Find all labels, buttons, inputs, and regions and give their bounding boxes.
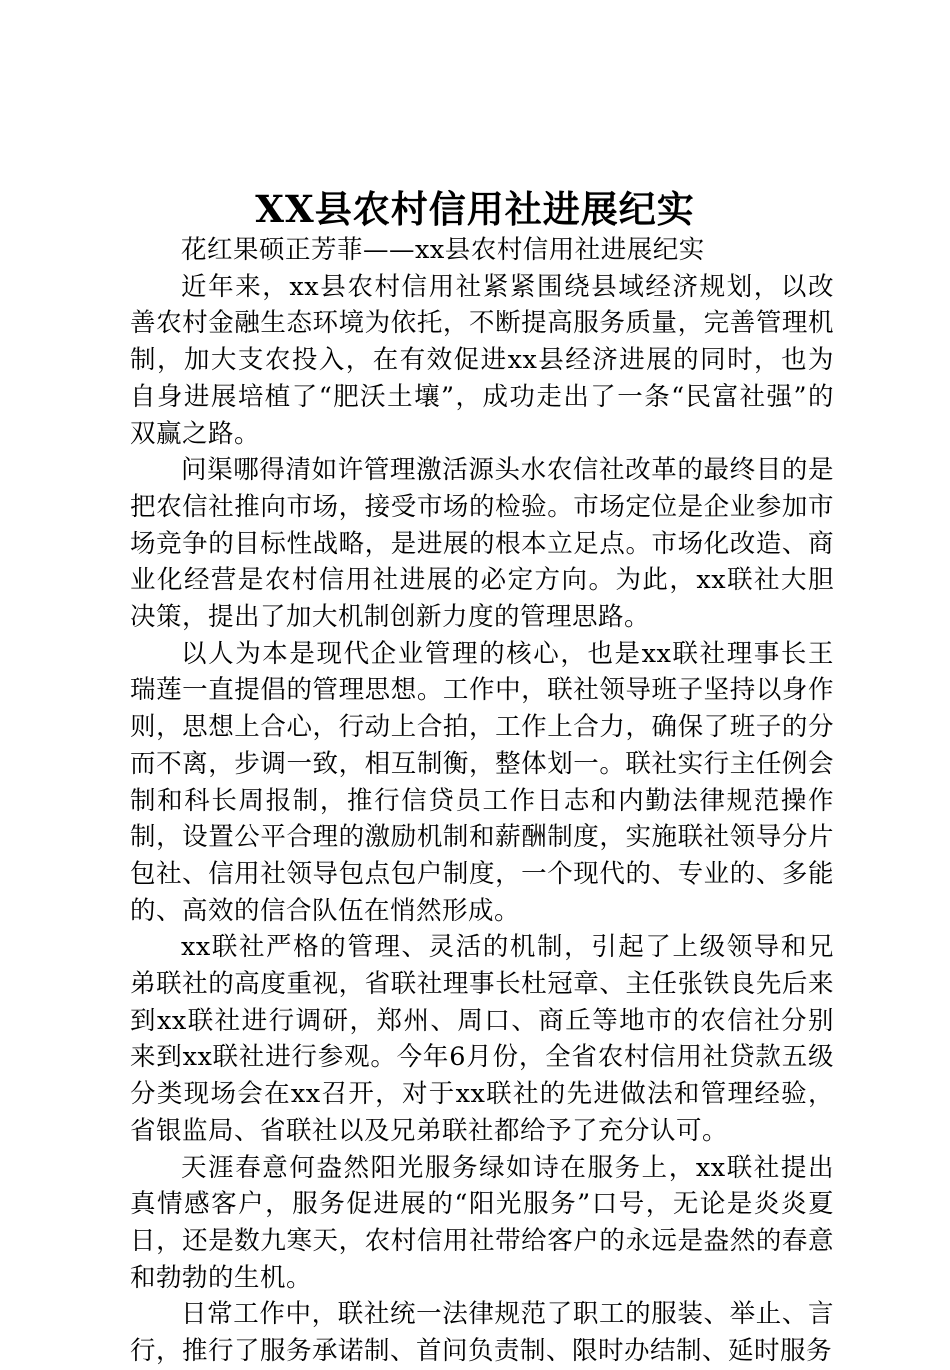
paragraph: 问渠哪得清如许管理激活源头水农信社改革的最终目的是把农信社推向市场，接受市场的检验。市场定位是企业参加市场竞争的目标性战略，是进展的根本立足点。市场化改造、商业化经营是农村信用社进展的必定方向。为此，xx联社大胆决策，提出了加大机制创新力度的管理思路。 xyxy=(130,455,834,633)
paragraph-subtitle: 花红果硕正芳菲——xx县农村信用社进展纪实 xyxy=(181,235,705,265)
paragraph: xx联社严格的管理、灵活的机制，引起了上级领导和兄弟联社的高度重视，省联社理事长杜冠章、主任张铁良先后来到xx联社进行调研，郑州、周口、商丘等地市的农信社分别来到xx联社进行参观。今年6月份，全省农村信用社贷款五级分类现场会在xx召开，对于xx联社的先进做法和管理经验，省银监局、省联社以及兄弟联社都给予了充分认可。 xyxy=(130,932,834,1146)
paragraph: 日常工作中，联社统一法律规范了职工的服装、举止、言行，推行了服务承诺制、首问负责制、限时办结制、延时服务 xyxy=(130,1299,834,1367)
paragraph: 天涯春意何盎然阳光服务绿如诗在服务上，xx联社提出真情感客户，服务促进展的“阳光服务”口号，无论是炎炎夏日，还是数九寒天，农村信用社带给客户的永远是盎然的春意和勃勃的生机。 xyxy=(130,1152,834,1293)
paragraph: 近年来，xx县农村信用社紧紧围绕县域经济规划，以改善农村金融生态环境为依托，不断提高服务质量，完善管理机制，加大支农投入，在有效促进xx县经济进展的同时，也为自身进展培植了“肥沃土壤”，成功走出了一条“民富社强”的双赢之路。 xyxy=(130,271,834,449)
document-title: XX县农村信用社进展纪实 xyxy=(255,187,695,231)
paragraph: 以人为本是现代企业管理的核心，也是xx联社理事长王瑞莲一直提倡的管理思想。工作中，联社领导班子坚持以身作则，思想上合心，行动上合拍，工作上合力，确保了班子的分而不离，步调一致，相互制衡，整体划一。联社实行主任例会制和科长周报制，推行信贷员工作日志和内勤法律规范操作制，设置公平合理的激励机制和薪酬制度，实施联社领导分片包社、信用社领导包点包户制度，一个现代的、专业的、多能的、高效的信合队伍在悄然形成。 xyxy=(130,638,834,926)
document-body xyxy=(130,232,834,1370)
